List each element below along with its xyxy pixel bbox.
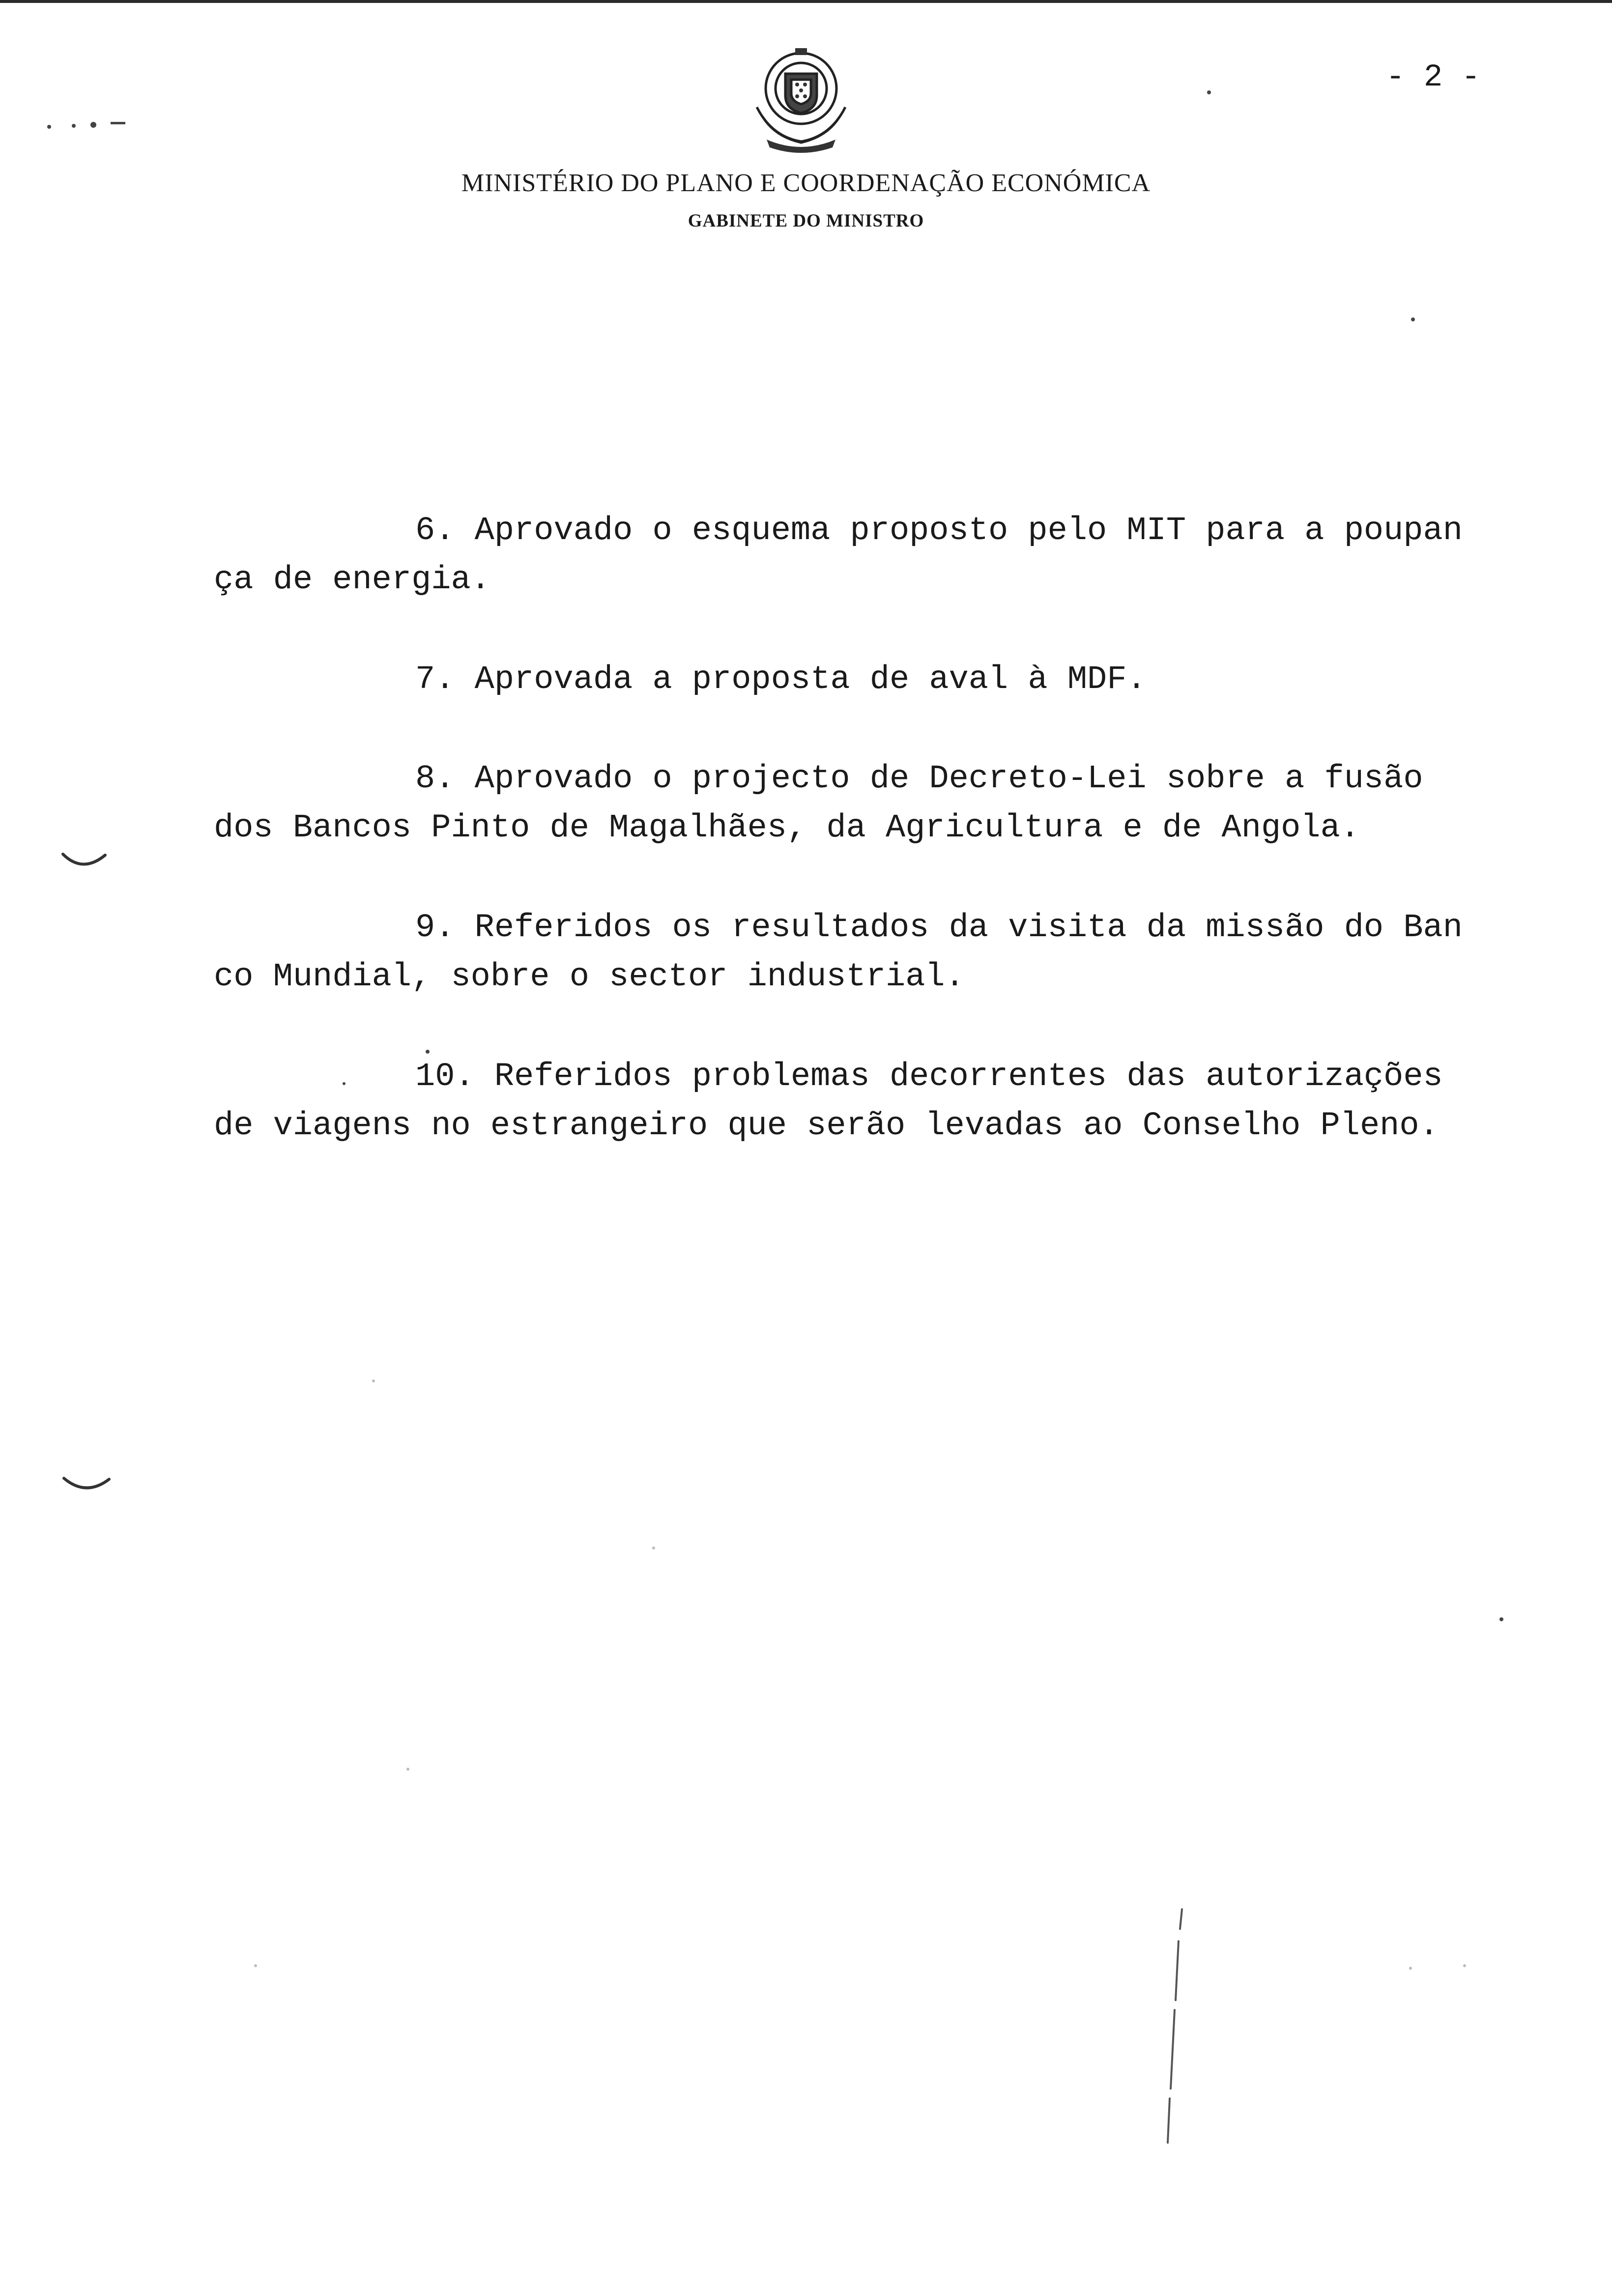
item-line: dos Bancos Pinto de Magalhães, da Agricultura e de Angola. <box>214 809 1360 847</box>
cabinet-subtitle: GABINETE DO MINISTRO <box>688 211 924 231</box>
item-line: 9. Referidos os resultados da visita da missão do Ban <box>415 909 1463 947</box>
item-line: 6. Aprovado o esquema proposto pelo MIT para a poupan <box>415 512 1463 549</box>
item-line: ça de energia. <box>214 561 490 599</box>
top-edge-rule <box>0 0 1612 3</box>
item-line: co Mundial, sobre o sector industrial. <box>214 958 965 996</box>
agenda-item-9 <box>214 903 1472 1002</box>
item-line: 7. Aprovada a proposta de aval à MDF. <box>415 661 1147 698</box>
punch-hole-mark-upper <box>63 854 105 864</box>
agenda-item-6 <box>214 506 1472 604</box>
agenda-item-10 <box>214 1052 1472 1150</box>
page-number: - 2 - <box>1386 60 1481 95</box>
item-line: 10. Referidos problemas decorrentes das autorizações <box>415 1058 1443 1095</box>
item-line: 8. Aprovado o projecto de Decreto-Lei sobre a fusão <box>415 760 1423 798</box>
coat-of-arms-icon <box>737 43 865 156</box>
agenda-item-8 <box>214 754 1472 853</box>
item-line: de viagens no estrangeiro que serão levadas ao Conselho Pleno. <box>214 1107 1439 1145</box>
ministry-title: MINISTÉRIO DO PLANO E COORDENAÇÃO ECONÓMICA <box>461 169 1151 197</box>
agenda-item-7 <box>214 655 1472 704</box>
punch-hole-mark-lower <box>64 1478 109 1488</box>
